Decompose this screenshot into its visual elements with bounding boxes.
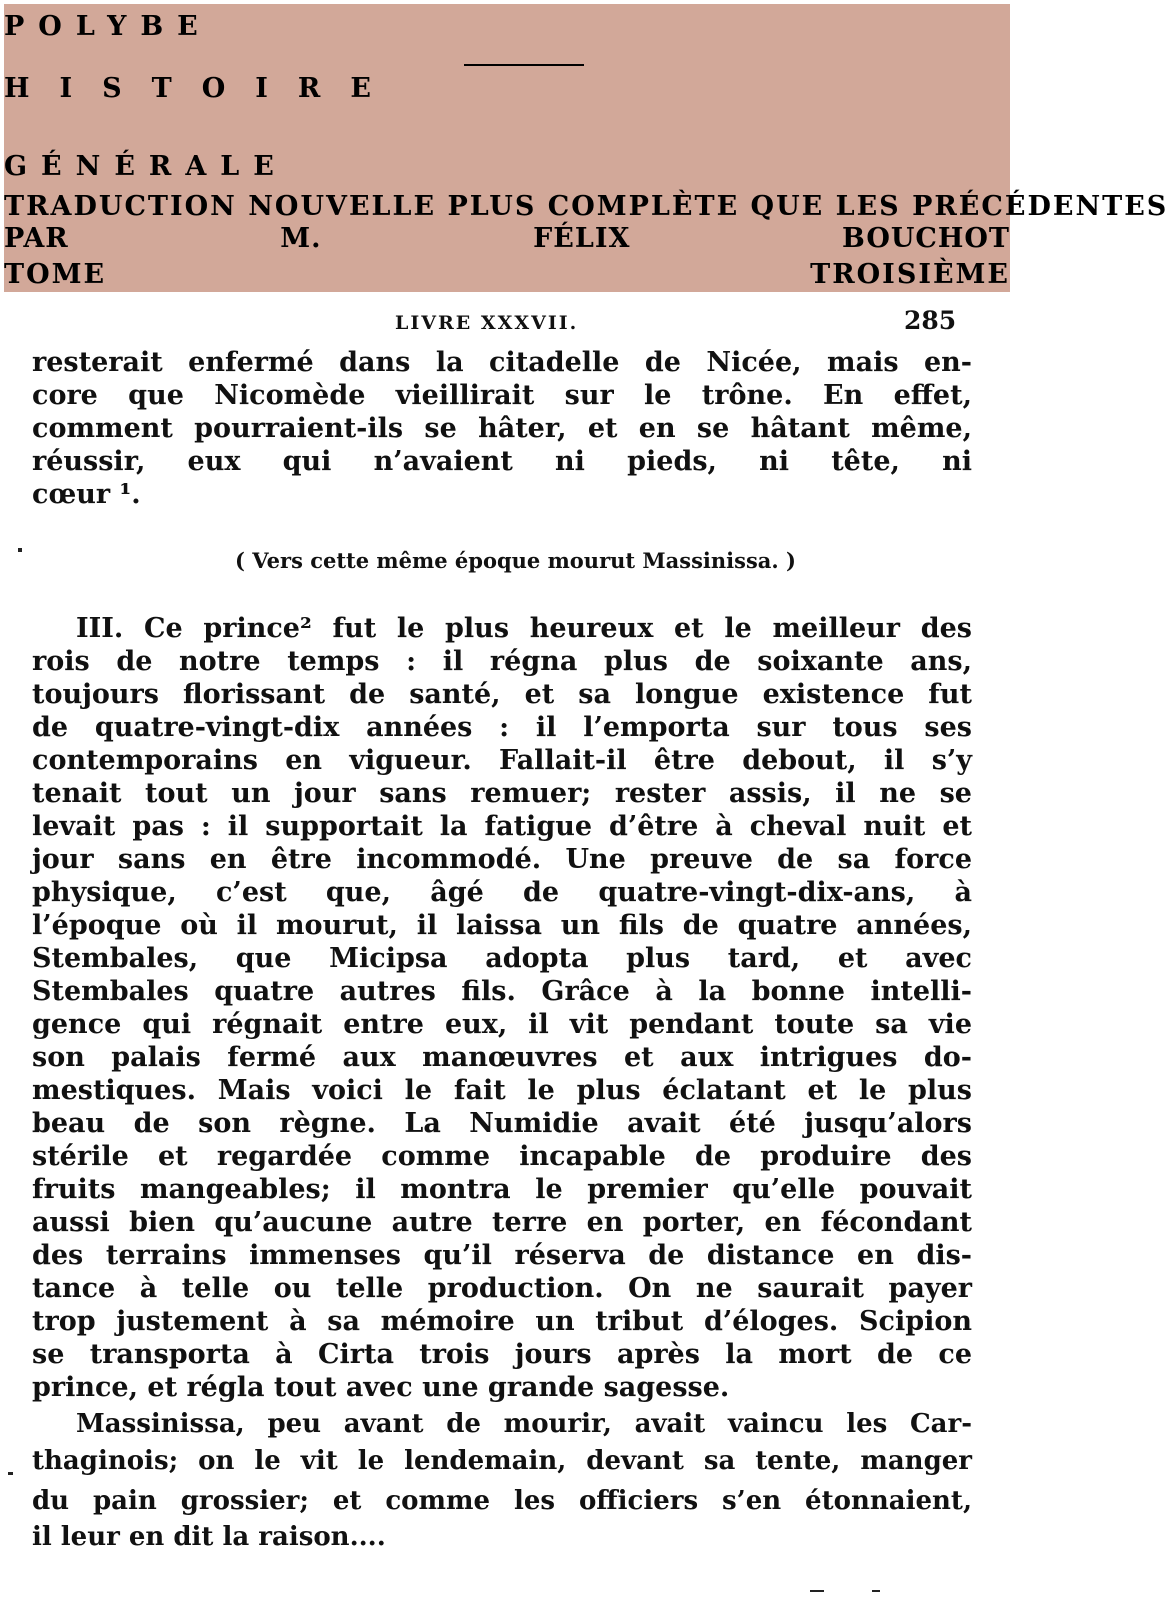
scan-speck <box>18 548 22 552</box>
running-head: LIVRE XXXVII. <box>395 312 579 334</box>
book-title: HISTOIRE <box>4 73 401 104</box>
text-line: trop justement à sa mémoire un tribut d’éloges. Scipion <box>32 1306 972 1337</box>
text-line: core que Nicomède vieillirait sur le trône. En effet, <box>32 380 972 411</box>
title-divider <box>464 64 584 66</box>
text-line: beau de son règne. La Numidie avait été jusqu’alors <box>32 1108 972 1139</box>
text-line: Massinissa, peu avant de mourir, avait vaincu les Car- <box>76 1409 972 1439</box>
text-line: comment pourraient-ils se hâter, et en se hâtant même, <box>32 413 972 444</box>
text-line: rois de notre temps : il régna plus de soixante ans, <box>32 646 972 677</box>
text-line: toujours florissant de santé, et sa longue existence fut <box>32 679 972 710</box>
text-line: gence qui régnait entre eux, il vit pendant toute sa vie <box>32 1009 972 1040</box>
text-line: de quatre-vingt-dix années : il l’emporta sur tous ses <box>32 712 972 743</box>
page-number: 285 <box>904 306 957 335</box>
text-line: thaginois; on le vit le lendemain, devant sa tente, manger <box>32 1446 972 1476</box>
text-line: III. Ce prince² fut le plus heureux et le meilleur des <box>76 613 972 644</box>
text-line: aussi bien qu’aucune autre terre en porter, en fécondant <box>32 1207 972 1238</box>
text-line: des terrains immenses qu’il réserva de distance en dis- <box>32 1240 972 1271</box>
text-line: physique, c’est que, âgé de quatre-vingt-dix-ans, à <box>32 877 972 908</box>
translation-note: TRADUCTION NOUVELLE PLUS COMPLÈTE QUE LES PRÉCÉDENTES <box>4 191 1168 222</box>
text-line: Stembales, que Micipsa adopta plus tard, et avec <box>32 943 972 974</box>
text-line: mestiques. Mais voici le fait le plus éclatant et le plus <box>32 1075 972 1106</box>
text-line: prince, et régla tout avec une grande sagesse. <box>32 1372 730 1403</box>
scan-speck <box>8 1472 13 1475</box>
text-line: Stembales quatre autres fils. Grâce à la bonne intelli- <box>32 976 972 1007</box>
paragraph-continuation <box>32 346 972 511</box>
text-line: fruits mangeables; il montra le premier qu’elle pouvait <box>32 1174 972 1205</box>
text-line: contemporains en vigueur. Fallait-il être debout, il s’y <box>32 745 972 776</box>
text-line: resterait enfermé dans la citadelle de Nicée, mais en- <box>32 347 972 378</box>
book-subtitle: GÉNÉRALE <box>4 151 288 182</box>
text-line: jour sans en être incommodé. Une preuve de sa force <box>32 844 972 875</box>
text-line: son palais fermé aux manœuvres et aux intrigues do- <box>32 1042 972 1073</box>
text-line: levait pas : il supportait la fatigue d’être à cheval nuit et <box>32 811 972 842</box>
section-note: ( Vers cette même époque mourut Massinissa. ) <box>235 548 796 573</box>
text-line: réussir, eux qui n’avaient ni pieds, ni tête, ni <box>32 446 972 477</box>
book-author: POLYBE <box>4 11 212 42</box>
text-line: il leur en dit la raison.... <box>32 1522 386 1552</box>
text-line: se transporta à Cirta trois jours après la mort de ce <box>32 1339 972 1370</box>
title-banner <box>4 4 1168 292</box>
text-line: l’époque où il mourut, il laissa un fils de quatre années, <box>32 910 972 941</box>
text-line: du pain grossier; et comme les officiers s’en étonnaient, <box>32 1486 972 1516</box>
text-line: tance à telle ou telle production. On ne saurait payer <box>32 1273 972 1304</box>
text-line: stérile et regardée comme incapable de produire des <box>32 1141 972 1172</box>
scan-speck <box>810 1590 824 1592</box>
text-line: cœur ¹. <box>32 479 141 510</box>
paragraph-closing <box>32 1408 972 1554</box>
text-line: tenait tout un jour sans remuer; rester assis, il ne se <box>32 778 972 809</box>
translator-credit: PAR M. FÉLIX BOUCHOT <box>4 223 1010 254</box>
scan-speck <box>872 1590 880 1592</box>
volume-label: TOME TROISIÈME <box>4 259 1010 290</box>
paragraph-massinissa <box>32 612 972 1404</box>
